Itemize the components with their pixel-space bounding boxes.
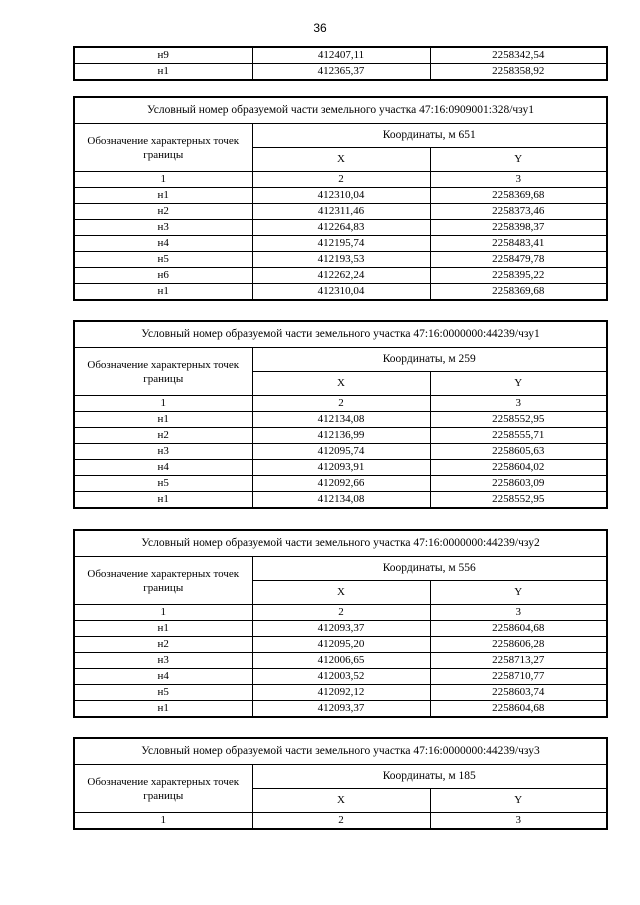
point-name: н3 [74,220,252,236]
point-name: н2 [74,637,252,653]
y-coordinate: 2258713,27 [430,653,607,669]
column-number: 3 [430,172,607,188]
coordinates-table-fragment [73,46,608,81]
table-title: Условный номер образуемой части земельного участка 47:16:0909001:328/чзу1 [74,97,607,124]
page-number: 36 [313,21,327,35]
table-row [74,621,607,637]
x-column-header: X [252,789,430,813]
table-title: Условный номер образуемой части земельного участка 47:16:0000000:44239/чзу2 [74,530,607,557]
coordinates-header: Координаты, м 556 [252,557,607,581]
y-column-header: Y [430,789,607,813]
point-name: н4 [74,669,252,685]
y-coordinate: 2258604,68 [430,621,607,637]
y-coordinate: 2258369,68 [430,188,607,204]
column-number: 1 [74,813,252,830]
x-coordinate: 412003,52 [252,669,430,685]
y-column-header: Y [430,148,607,172]
table-body [74,188,607,301]
point-name: н1 [74,188,252,204]
x-coordinate: 412095,74 [252,444,430,460]
x-coordinate: 412193,53 [252,252,430,268]
x-coordinate: 412264,83 [252,220,430,236]
y-coordinate: 2258604,68 [430,701,607,718]
table-body [74,621,607,718]
point-name: н1 [74,64,252,81]
column-number: 1 [74,396,252,412]
table-title: Условный номер образуемой части земельного участка 47:16:0000000:44239/чзу3 [74,738,607,765]
point-name: н1 [74,621,252,637]
y-coordinate: 2258395,22 [430,268,607,284]
point-name: н2 [74,428,252,444]
point-name: н2 [74,204,252,220]
y-coordinate: 2258555,71 [430,428,607,444]
y-column-header: Y [430,581,607,605]
x-coordinate: 412310,04 [252,284,430,301]
table-row [74,701,607,718]
x-coordinate: 412095,20 [252,637,430,653]
table-row [74,637,607,653]
point-label-header: Обозначение характерных точек границы [74,124,252,172]
column-number: 3 [430,605,607,621]
y-coordinate: 2258604,02 [430,460,607,476]
table-row [74,236,607,252]
table-row [74,204,607,220]
table-row [74,64,607,81]
coordinates-header: Координаты, м 185 [252,765,607,789]
y-coordinate: 2258369,68 [430,284,607,301]
table-row [74,428,607,444]
y-coordinate: 2258398,37 [430,220,607,236]
x-coordinate: 412195,74 [252,236,430,252]
point-name: н3 [74,444,252,460]
y-coordinate: 2258603,74 [430,685,607,701]
table-title: Условный номер образуемой части земельного участка 47:16:0000000:44239/чзу1 [74,321,607,348]
y-coordinate: 2258710,77 [430,669,607,685]
coordinates-table [73,320,608,509]
x-coordinate: 412262,24 [252,268,430,284]
table-row [74,220,607,236]
x-column-header: X [252,372,430,396]
coordinates-table [73,737,608,830]
table-row [74,685,607,701]
table-row [74,268,607,284]
y-coordinate: 2258552,95 [430,492,607,509]
y-coordinate: 2258552,95 [430,412,607,428]
y-coordinate: 2258483,41 [430,236,607,252]
y-coordinate: 2258603,09 [430,476,607,492]
point-name: н1 [74,284,252,301]
x-column-header: X [252,148,430,172]
point-name: н3 [74,653,252,669]
fragment-body [74,47,607,80]
table-row [74,444,607,460]
table-row [74,252,607,268]
y-coordinate: 2258605,63 [430,444,607,460]
x-coordinate: 412093,37 [252,701,430,718]
x-coordinate: 412310,04 [252,188,430,204]
x-coordinate: 412407,11 [252,47,430,64]
point-name: н1 [74,412,252,428]
table-row [74,669,607,685]
x-coordinate: 412365,37 [252,64,430,81]
point-name: н5 [74,252,252,268]
x-column-header: X [252,581,430,605]
table-row [74,412,607,428]
x-coordinate: 412311,46 [252,204,430,220]
x-coordinate: 412136,99 [252,428,430,444]
point-name: н1 [74,701,252,718]
table-row [74,460,607,476]
table-row [74,47,607,64]
point-label-header: Обозначение характерных точек границы [74,348,252,396]
point-label-header: Обозначение характерных точек границы [74,557,252,605]
column-number: 2 [252,396,430,412]
coordinates-table [73,529,608,718]
coordinates-header: Координаты, м 259 [252,348,607,372]
table-row [74,284,607,301]
point-name: н9 [74,47,252,64]
column-number: 2 [252,813,430,830]
x-coordinate: 412093,91 [252,460,430,476]
column-number: 3 [430,396,607,412]
y-coordinate: 2258373,46 [430,204,607,220]
x-coordinate: 412134,08 [252,492,430,509]
y-coordinate: 2258479,78 [430,252,607,268]
table-row [74,476,607,492]
point-name: н1 [74,492,252,509]
point-name: н4 [74,460,252,476]
point-name: н5 [74,685,252,701]
table-row [74,492,607,509]
column-number: 1 [74,172,252,188]
coordinates-header: Координаты, м 651 [252,124,607,148]
x-coordinate: 412134,08 [252,412,430,428]
point-name: н5 [74,476,252,492]
point-name: н6 [74,268,252,284]
column-number: 1 [74,605,252,621]
x-coordinate: 412092,12 [252,685,430,701]
y-coordinate: 2258342,54 [430,47,607,64]
x-coordinate: 412006,65 [252,653,430,669]
y-coordinate: 2258606,28 [430,637,607,653]
column-number: 2 [252,605,430,621]
column-number: 3 [430,813,607,830]
y-column-header: Y [430,372,607,396]
point-name: н4 [74,236,252,252]
x-coordinate: 412092,66 [252,476,430,492]
x-coordinate: 412093,37 [252,621,430,637]
coordinates-table [73,96,608,301]
table-row [74,188,607,204]
table-body [74,412,607,509]
point-label-header: Обозначение характерных точек границы [74,765,252,813]
column-number: 2 [252,172,430,188]
table-row [74,653,607,669]
y-coordinate: 2258358,92 [430,64,607,81]
